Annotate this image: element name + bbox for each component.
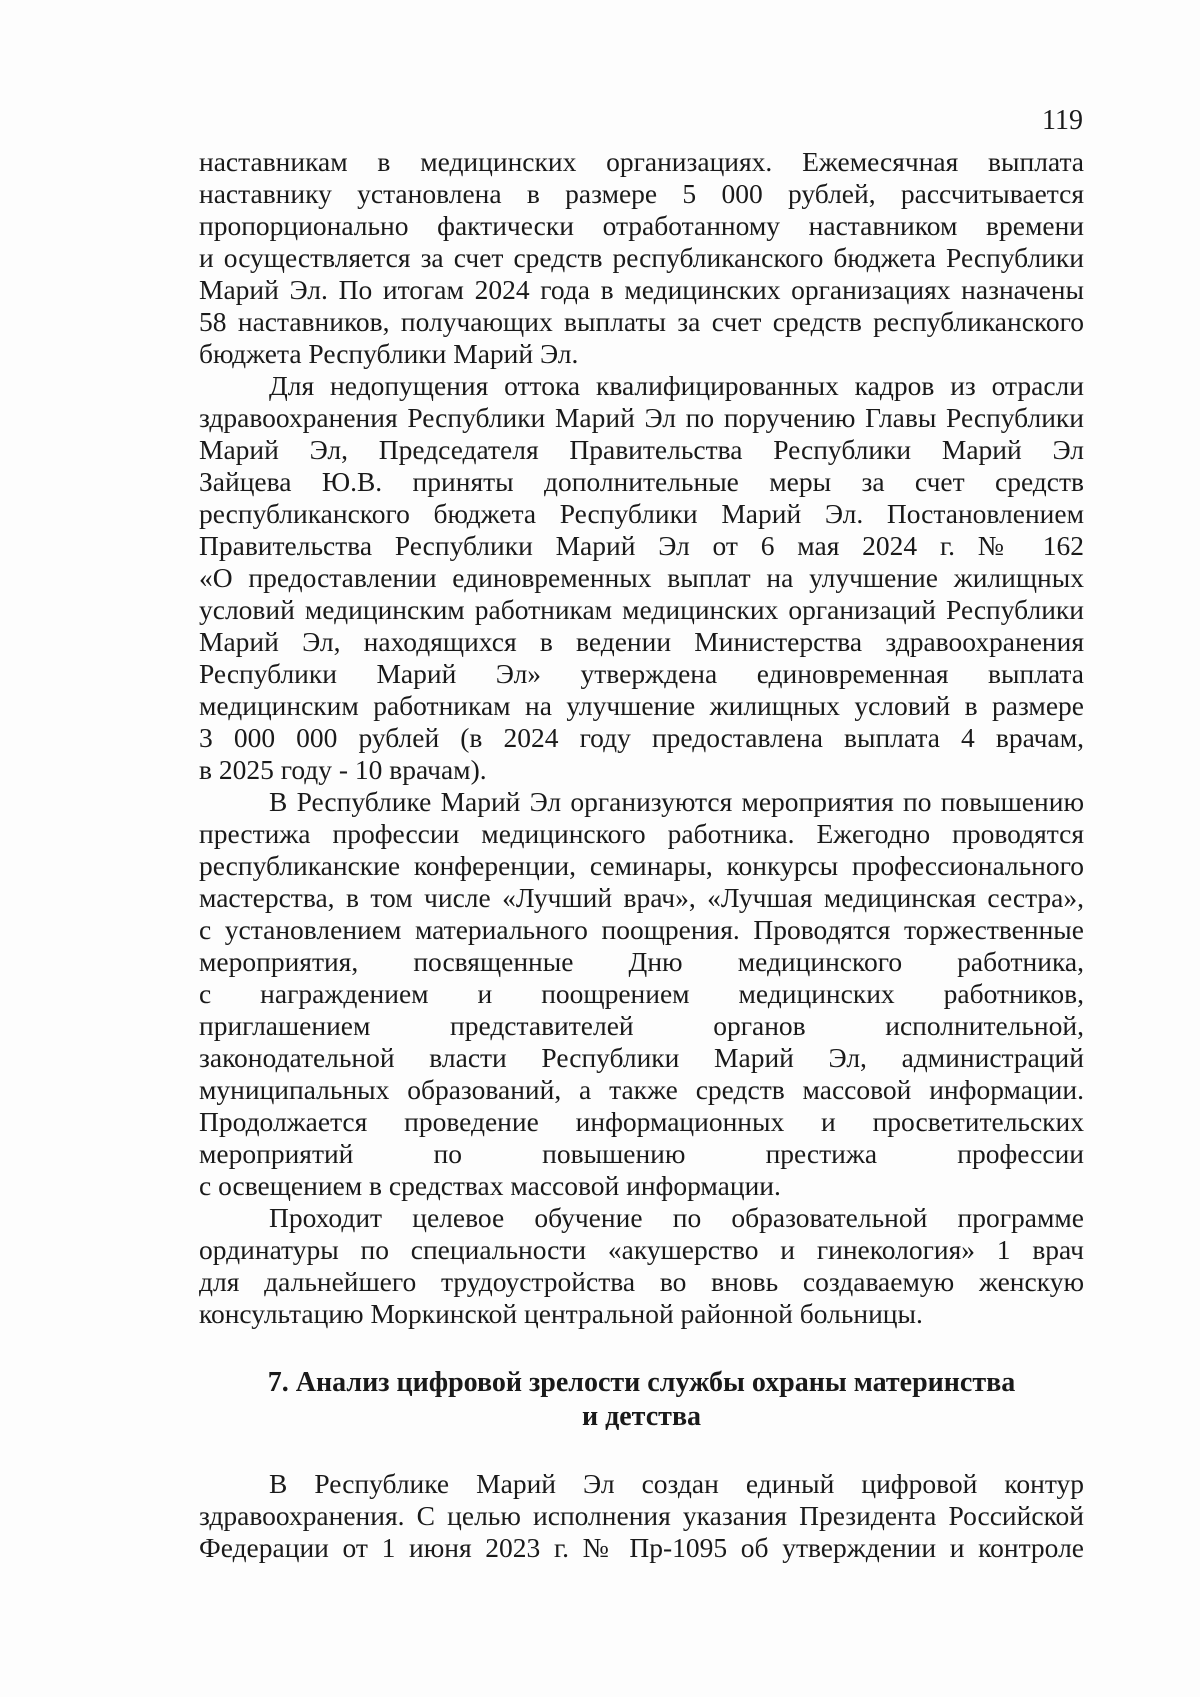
text-line: здравоохранения Республики Марий Эл по поручению Главы Республики <box>199 402 1084 433</box>
text-line: Для недопущения оттока квалифицированных кадров из отрасли <box>269 370 1084 401</box>
text-line: наставникам в медицинских организациях. Ежемесячная выплата <box>199 146 1084 177</box>
text-line: мероприятия, посвященные Дню медицинского работника, <box>199 946 1084 977</box>
text-line: бюджета Республики Марий Эл. <box>199 338 579 369</box>
paragraph-targeted-training <box>199 1202 1084 1330</box>
heading-spacer <box>199 1434 1084 1468</box>
text-line: Республики Марий Эл» утверждена единовременная выплата <box>199 658 1084 689</box>
text-line: условий медицинским работникам медицинских организаций Республики <box>199 594 1084 625</box>
text-line: «О предоставлении единовременных выплат на улучшение жилищных <box>199 562 1084 593</box>
text-line: В Республике Марий Эл организуются мероприятия по повышению <box>269 786 1084 817</box>
text-line: Проходит целевое обучение по образовательной программе <box>269 1202 1084 1233</box>
text-line: Марий Эл, Председателя Правительства Республики Марий Эл <box>199 434 1084 465</box>
text-line: для дальнейшего трудоустройства во вновь создаваемую женскую <box>199 1266 1084 1297</box>
text-line: ординатуры по специальности «акушерство и гинекология» 1 врач <box>199 1234 1084 1265</box>
page-number: 119 <box>1042 105 1083 136</box>
text-line: 58 наставников, получающих выплаты за счет средств республиканского <box>199 306 1084 337</box>
text-line: Продолжается проведение информационных и просветительских <box>199 1106 1084 1137</box>
text-line: престижа профессии медицинского работника. Ежегодно проводятся <box>199 818 1084 849</box>
text-line: здравоохранения. С целью исполнения указания Президента Российской <box>199 1500 1084 1531</box>
text-line: 3 000 000 рублей (в 2024 году предоставлена выплата 4 врачам, <box>199 722 1084 753</box>
text-line: консультацию Моркинской центральной районной больницы. <box>199 1298 923 1329</box>
text-line: с установлением материального поощрения. Проводятся торжественные <box>199 914 1084 945</box>
text-line: мероприятий по повышению престижа профессии <box>199 1138 1084 1169</box>
paragraph-prestige-events <box>199 786 1084 1202</box>
text-line: с награждением и поощрением медицинских работников, <box>199 978 1084 1009</box>
text-line: пропорционально фактически отработанному наставником времени <box>199 210 1084 241</box>
text-line: Марий Эл. По итогам 2024 года в медицинских организациях назначены <box>199 274 1084 305</box>
paragraph-mentors <box>199 146 1084 370</box>
text-line: республиканского бюджета Республики Марий Эл. Постановлением <box>199 498 1084 529</box>
text-line: муниципальных образований, а также средств массовой информации. <box>199 1074 1084 1105</box>
section-heading <box>199 1366 1084 1434</box>
text-line: наставнику установлена в размере 5 000 рублей, рассчитывается <box>199 178 1084 209</box>
text-line: Федерации от 1 июня 2023 г. № Пр-1095 об утверждении и контроле <box>199 1532 1084 1563</box>
text-line: приглашением представителей органов исполнительной, <box>199 1010 1084 1041</box>
section-heading-line: и детства <box>581 1401 702 1432</box>
text-line: Зайцева Ю.В. приняты дополнительные меры за счет средств <box>199 466 1084 497</box>
paragraph-digital-contour <box>199 1468 1084 1564</box>
text-line: медицинским работникам на улучшение жилищных условий в размере <box>199 690 1084 721</box>
text-line: В Республике Марий Эл создан единый цифровой контур <box>269 1468 1084 1499</box>
text-line: и осуществляется за счет средств республиканского бюджета Республики <box>199 242 1084 273</box>
text-line: республиканские конференции, семинары, конкурсы профессионального <box>199 850 1084 881</box>
text-line: законодательной власти Республики Марий Эл, администраций <box>199 1042 1084 1073</box>
document-body <box>199 146 1084 1564</box>
text-line: мастерства, в том числе «Лучший врач», «Лучшая медицинская сестра», <box>199 882 1084 913</box>
text-line: Правительства Республики Марий Эл от 6 мая 2024 г. № 162 <box>199 530 1084 561</box>
section-heading-line: 7. Анализ цифровой зрелости службы охраны материнства <box>267 1367 1016 1398</box>
text-line: Марий Эл, находящихся в ведении Министерства здравоохранения <box>199 626 1084 657</box>
paragraph-housing-payments <box>199 370 1084 786</box>
text-line: в 2025 году - 10 врачам). <box>199 754 487 785</box>
text-line: с освещением в средствах массовой информации. <box>199 1170 781 1201</box>
